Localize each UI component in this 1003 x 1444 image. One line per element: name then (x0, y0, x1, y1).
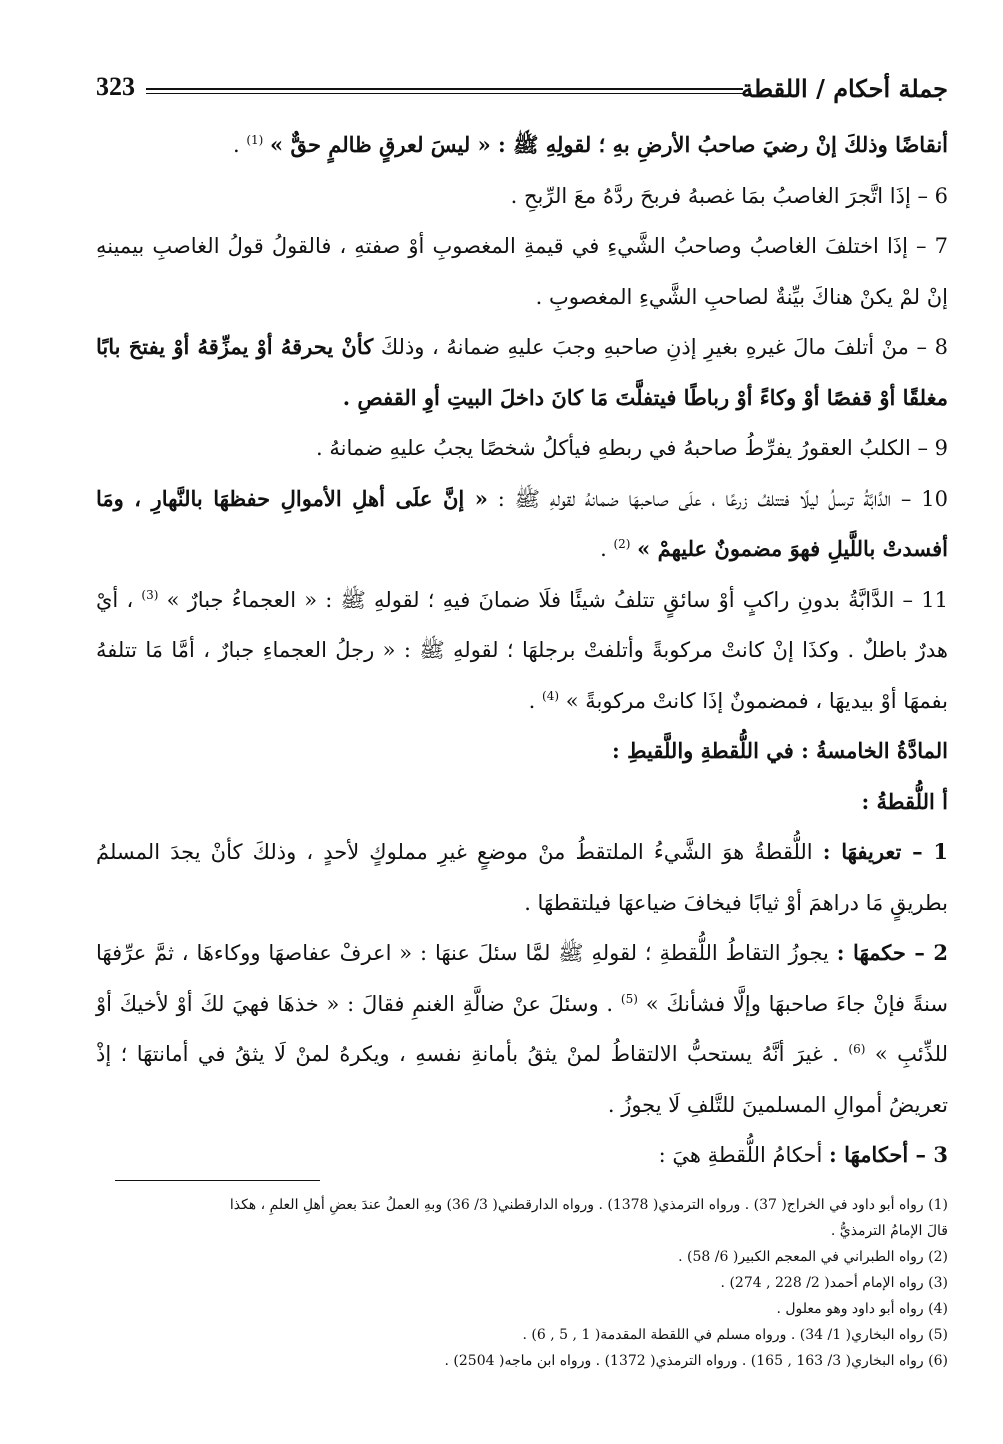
paragraph-text: اللُّقطةُ هوَ الشَّيءُ الملتقطُ منْ موضعٍ غيرِ مملوكٍ لأحدٍ ، وذلكَ كأنْ يجدَ المسلمُ بطريقٍ مَا دراهمَ أوْ ثيابًا فيخافَ ضياعهَا فيلتقطهَا . (96, 840, 948, 915)
section-heading: المادَّةُ الخامسةُ : في اللُّقطةِ واللَّقيطِ : (612, 738, 948, 763)
footnote: (3) رواه الإمام أحمد( 2/ 228 , 274) . (720, 1275, 948, 1291)
paragraph-label: 2 – حكمهَا : (836, 940, 948, 965)
paragraph-text: ، أيْ هدرٌ باطلٌ . وكذَا إنْ كانتْ مركوبةً وأتلفتْ برجلهَا ؛ لقولهِ ﷺ : « رجلُ العجماءِ جبارٌ ، أمَّا مَا تتلفهُ بفمهَا أوْ بيديهَا ، فمضمونٌ إذَا كانتْ مركوبةً » (96, 587, 948, 713)
paragraph: 10 – الدَّابَّةُ ترسلُ ليلًا فتتلفُ زرعًا ، علَى صاحبهَا ضمانهُ لقولهِ ﷺ : « إنَّ علَى أهلِ الأموالِ حفظهَا بالنَّهارِ ، ومَا أفسدتْ باللَّيلِ فهوَ مضمونٌ عليهمْ » $^{(2)}$ . (96, 485, 949, 561)
footnote: (1) رواه أبو داود في الخراج( 37) . ورواه الترمذي( 1378) . ورواه الدارقطني( 3/ 36) وبهِ العملُ عندَ بعضِ أهلِ العلمِ ، هكذا (229, 1197, 948, 1213)
paragraph-text: أحكامُ اللُّقطةِ هيَ : (658, 1143, 823, 1167)
footnote: (5) رواه البخاري( 1/ 34) . ورواه مسلم في اللقطة المقدمة( 1 , 5 , 6) . (522, 1327, 948, 1343)
paragraph: 9 – الكلبُ العقورُ يفرِّطُ صاحبهُ في ربطهِ فيأكلُ شخصًا يجبُ عليهِ ضمانهُ . (315, 436, 948, 460)
paragraph: 7 – إذَا اختلفَ الغاصبُ وصاحبُ الشَّيءِ في قيمةِ المغصوبِ أوْ صفتهِ ، فالقولُ قولُ الغاصبِ بيمينهِ إنْ لمْ يكنْ هناكَ بيِّنةٌ لصاحبِ الشَّيءِ المغصوبِ . (96, 234, 948, 309)
footnotes (96, 1192, 948, 1374)
footnote-rule (115, 1180, 320, 1181)
footnote-ref: (1) (246, 133, 264, 147)
paragraph-text: يجوزُ التقاطُ اللُّقطةِ ؛ لقولهِ ﷺ لمَّا سئلَ عنهَا : « اعرفْ عفاصهَا ووكاءهَا ، ثمَّ عرِّفهَا سنةً فإنْ جاءَ صاحبهَا وإلَّا فشأنكَ » (96, 941, 948, 1016)
hadith-quote: « إنَّ علَى أهلِ الأموالِ حفظهَا بالنَّهارِ ، ومَا أفسدتْ باللَّيلِ فهوَ مضمونٌ عليهمْ » (96, 485, 948, 561)
paragraph-text: 11 – الدَّابَّةُ بدونِ راكبٍ أوْ سائقٍ تتلفُ شيئًا فلَا ضمانَ فيهِ ؛ لقولهِ ﷺ : « العجماءُ جبارٌ » (166, 587, 948, 612)
footnote-ref: (4) (542, 688, 560, 703)
paragraph: 6 – إذَا اتَّجرَ الغاصبُ بمَا غصبهُ فربحَ ردَّهُ معَ الرِّبحِ . (510, 183, 948, 208)
footnote-ref: (3) (141, 587, 159, 602)
page-header (96, 72, 948, 112)
paragraph-text: . وسئلَ عنْ ضالَّةِ الغنمِ فقالَ : « خذهَا فهيَ لكَ أوْ لأخيكَ أوْ للذِّئبِ » (96, 991, 948, 1066)
paragraph-text: . غيرَ أنَّهُ يستحبُّ الالتقاطُ لمنْ يثقُ بأمانةِ نفسهِ ، ويكرهُ لمنْ لَا يثقُ في أمانتهَا ؛ إذْ تعريضُ أموالِ المسلمينَ للتَّلفِ لَا يجوزُ . (96, 1042, 948, 1117)
page-number: 323 (96, 72, 135, 101)
footnote: (4) رواه أبو داود وهو معلول . (776, 1301, 948, 1317)
footnote: (6) رواه البخاري( 3/ 163 , 165) . ورواه الترمذي( 1372) . ورواه ابن ماجه( 2504) . (444, 1353, 948, 1369)
paragraph: 11 – الدَّابَّةُ بدونِ راكبٍ أوْ سائقٍ تتلفُ شيئًا فلَا ضمانَ فيهِ ؛ لقولهِ ﷺ : « العجماءُ جبارٌ » $^{(3)}$ ، أيْ هدرٌ باطلٌ . وكذَا إنْ كانتْ مركوبةً وأتلفتْ برجلهَا ؛ لقولهِ ﷺ : « رجلُ العجماءِ جبارٌ ، أمَّا مَا تتلفهُ بفمهَا أوْ بيديهَا ، فمضمونٌ إذَا كانتْ مركوبةً » $^{(4)}$ . (96, 587, 948, 713)
paragraph-text: أنقاضًا وذلكَ إنْ رضيَ صاحبُ الأرضِ بهِ ؛ لقولِهِ ﷺ : « ليسَ لعرقٍ ظالمٍ حقٌّ » (270, 132, 948, 157)
paragraph-label: 1 – تعريفهَا : (822, 839, 948, 864)
paragraph (96, 827, 948, 928)
paragraph-text: 8 – منْ أتلفَ مالَ غيرهِ بغيرِ إذنِ صاحبهِ وجبَ عليهِ ضمانهُ ، وذلكَ (380, 335, 948, 359)
paragraph (96, 322, 948, 423)
paragraph: أنقاضًا وذلكَ إنْ رضيَ صاحبُ الأرضِ بهِ ؛ لقولِهِ ﷺ : « ليسَ لعرقٍ ظالمٍ حقٌّ » $^{(1)}$ . (232, 132, 948, 157)
running-title: جملة أحكام / اللقطة (741, 74, 948, 103)
footnote: قالَ الإمامُ الترمذيُّ . (830, 1223, 948, 1239)
paragraph (96, 1130, 948, 1181)
footnote-ref: (6) (848, 1042, 866, 1056)
paragraph-text-bold: كأنْ يحرقهُ أوْ يمزِّقهُ أوْ يفتحَ بابًا مغلقًا أوْ قفصًا أوْ وكاءً أوْ رباطًا فيتفلَّتَ مَا كانَ داخلَ البيتِ أوِ القفصِ . (96, 334, 948, 410)
footnote-ref: (2) (613, 537, 631, 551)
footnote-ref: (5) (620, 991, 638, 1006)
header-rule (146, 88, 743, 94)
footnote: (2) رواه الطبراني في المعجم الكبير( 6/ 58) . (678, 1249, 948, 1265)
paragraph (96, 928, 948, 1130)
subheading: أ اللُّقطةُ : (861, 788, 948, 814)
main-text (96, 120, 948, 1181)
paragraph-label: 3 – أحكامهَا : (829, 1142, 948, 1167)
paragraph-text: 10 – الدَّابَّةُ ترسلُ ليلًا فتتلفُ زرعًا ، علَى صاحبهَا ضمانهُ لقولهِ ﷺ : (497, 486, 949, 511)
